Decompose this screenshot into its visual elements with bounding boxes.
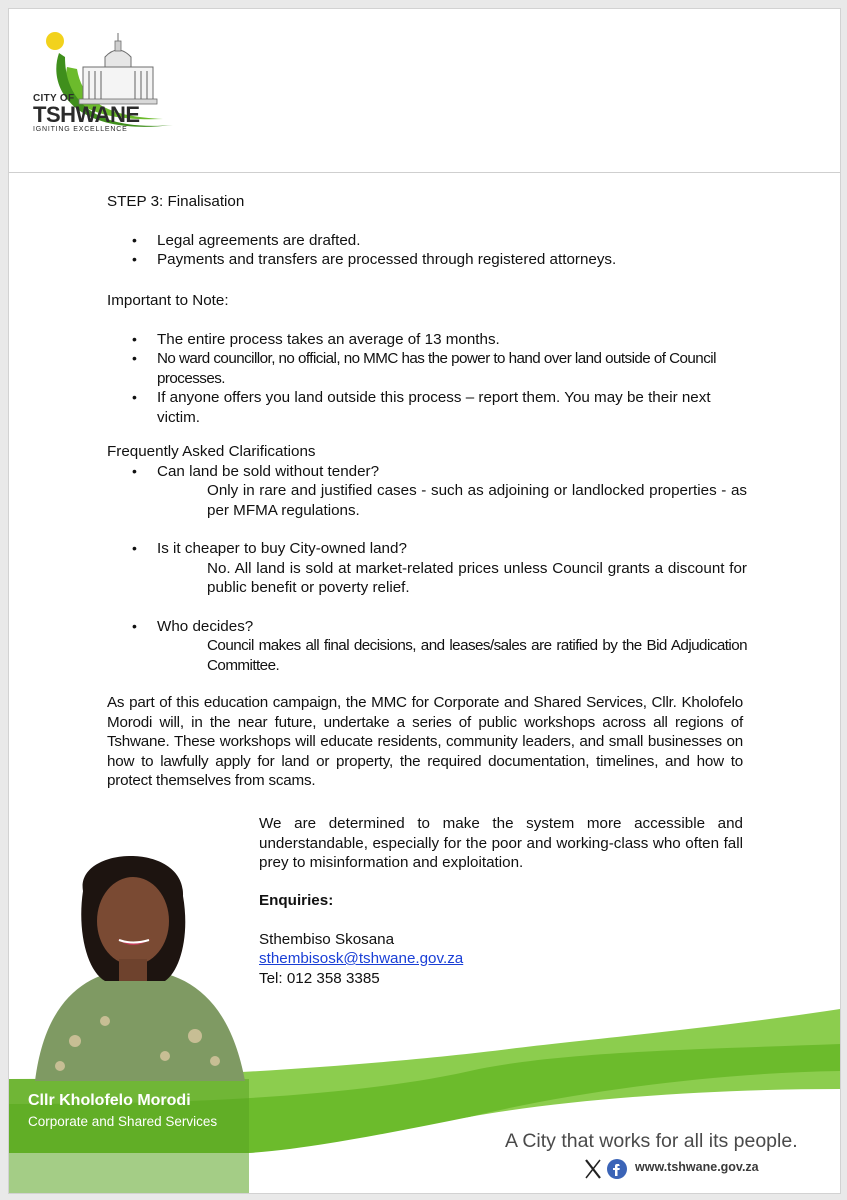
list-item: • No ward councillor, no official, no MMC has the power to hand over land outside of Council processes.: [107, 349, 747, 388]
councillor-portrait: [15, 851, 255, 1081]
signature-role: Corporate and Shared Services: [28, 1114, 218, 1129]
contact-name: Sthembiso Skosana: [259, 930, 395, 948]
logo-text: [33, 93, 153, 133]
list-item: • If anyone offers you land outside this process – report them. You may be their next victim.: [107, 388, 747, 427]
important-list: [107, 330, 747, 428]
footer-website[interactable]: www.tshwane.gov.za: [635, 1160, 759, 1174]
faq-question: • Can land be sold without tender?: [107, 462, 747, 482]
x-icon[interactable]: [586, 1160, 600, 1178]
list-item: • Payments and transfers are processed through registered attorneys.: [107, 250, 747, 270]
contact-tel: Tel: 012 358 3385: [259, 969, 380, 987]
step3-heading: STEP 3: Finalisation: [107, 193, 245, 210]
step3-list: [107, 231, 747, 270]
determined-paragraph: We are determined to make the system more accessible and understandable, especially for the poor and working-class who often fall prey to misinformation and exploitation.: [259, 815, 743, 871]
header-divider: [9, 172, 840, 173]
step3-section: [107, 192, 747, 270]
enquiries-section: [259, 891, 679, 988]
faq-section: [107, 442, 747, 675]
enquiries-label: Enquiries:: [259, 892, 334, 909]
footer-slogan: A City that works for all its people.: [505, 1130, 798, 1152]
faq-question: • Is it cheaper to buy City-owned land?: [107, 539, 747, 559]
list-item: • The entire process takes an average of 13 months.: [107, 330, 747, 350]
important-heading: Important to Note:: [107, 292, 229, 309]
faq-answer: Only in rare and justified cases - such as adjoining or landlocked properties - as per MFMA regulations.: [207, 482, 747, 519]
faq-list: [107, 462, 747, 482]
faq-heading: Frequently Asked Clarifications: [107, 443, 316, 460]
faq-list: [107, 617, 747, 637]
faq-question: • Who decides?: [107, 617, 747, 637]
important-section: [107, 291, 747, 427]
faq-list: [107, 539, 747, 559]
faq-answer: No. All land is sold at market-related prices unless Council grants a discount for public benefit or poverty relief.: [207, 559, 747, 596]
list-item: • Legal agreements are drafted.: [107, 231, 747, 251]
facebook-icon[interactable]: [607, 1159, 627, 1179]
contact-email-link[interactable]: sthembisosk@tshwane.gov.za: [259, 950, 464, 967]
faq-answer: Council makes all final decisions, and leases/sales are ratified by the Bid Adjudication Committee.: [207, 637, 747, 674]
logo-name: TSHWANE: [33, 102, 140, 127]
signature-name: Cllr Kholofelo Morodi: [28, 1092, 191, 1109]
campaign-paragraph: As part of this education campaign, the MMC for Corporate and Shared Services, Cllr. Kholofelo Morodi will, in the near future, undertake a series of public workshops across all regions of Tshwane. These workshops will educate residents, community leaders, and small businesses on how to lawfully apply for land or property, the required documentation, timelines, and how to protect themselves from scams.: [107, 694, 743, 789]
social-icons: [583, 1157, 633, 1181]
logo-city: CITY OF: [33, 93, 75, 104]
document-page: [8, 8, 841, 1194]
logo-tagline: IGNITING EXCELLENCE: [33, 126, 128, 133]
